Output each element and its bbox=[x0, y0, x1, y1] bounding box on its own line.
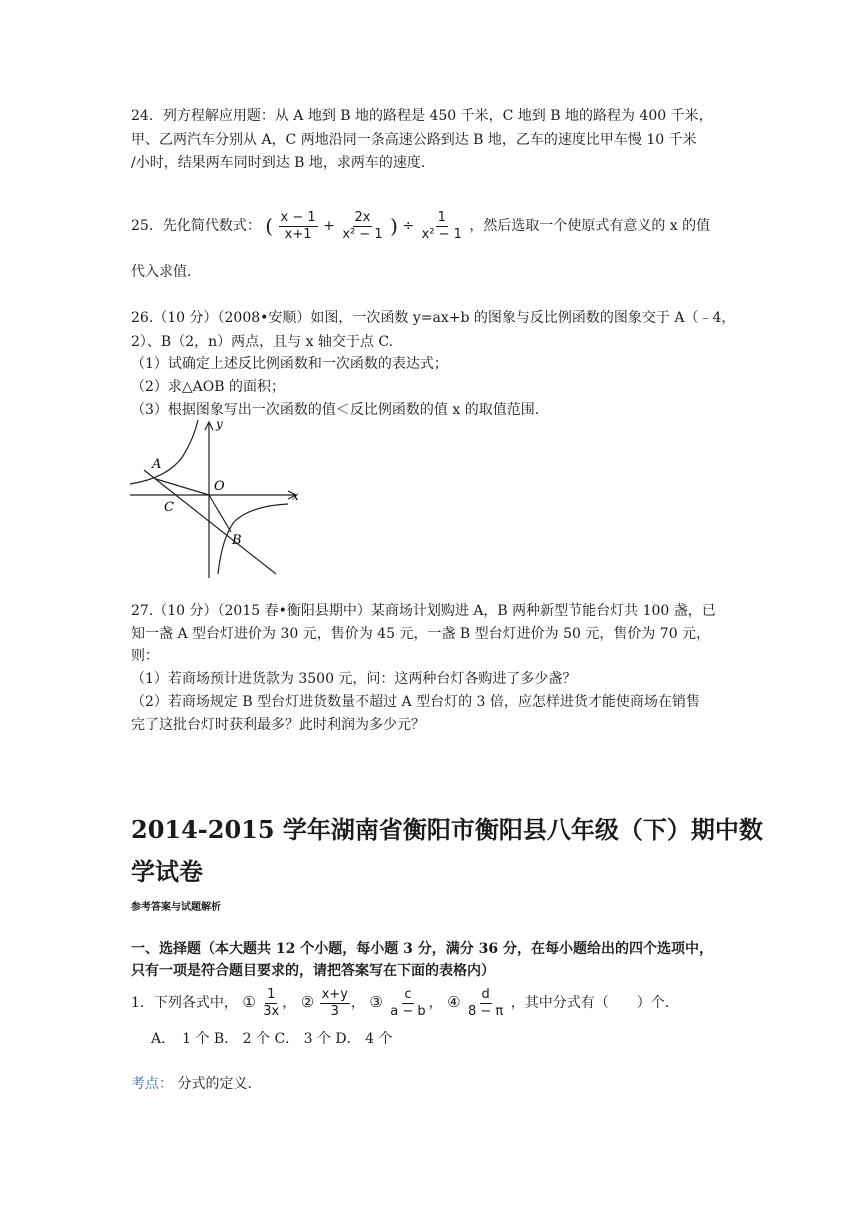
kaodian-row bbox=[131, 1074, 252, 1094]
q1-f4-numerator: d bbox=[481, 986, 490, 1002]
q26-sub3: （3）根据图象写出一次函数的值＜反比例函数的值 x 的取值范围. bbox=[131, 402, 540, 418]
q25-f2-numerator: 2x bbox=[354, 209, 371, 225]
q27-sub1: （1）若商场预计进货款为 3500 元，问：这两种台灯各购进了多少盏？ bbox=[131, 671, 577, 687]
q25-fraction-2 bbox=[340, 210, 384, 243]
q25-suffix: ，然后选取一个使原式有意义的 x 的值 bbox=[469, 218, 711, 234]
kaodian-text: 分式的定义. bbox=[177, 1076, 252, 1092]
q1-f3-numerator: c bbox=[404, 986, 412, 1002]
q1-expression bbox=[131, 982, 669, 1022]
q24-line3: /小时，结果两车同时到达 B 地，求两车的速度. bbox=[131, 155, 426, 171]
q27-line1: 27.（10 分）（2015 春•衡阳县期中）某商场计划购进 A，B 两种新型节能台灯共 100 盏，已 bbox=[131, 603, 716, 619]
circled-three: ③ bbox=[369, 993, 383, 1011]
circled-two: ② bbox=[300, 993, 315, 1011]
hyperbola-lower-right bbox=[218, 504, 288, 574]
q26-function-graph bbox=[128, 418, 308, 580]
label-b: B bbox=[232, 533, 242, 548]
circled-one: ① bbox=[242, 993, 256, 1011]
q26-line1: 26.（10 分）（2008•安顺）如图，一次函数 y=ax+b 的图象与反比例函数的图象交于 A（﹣4， bbox=[131, 310, 736, 326]
q1-prefix: 1．下列各式中， bbox=[131, 995, 238, 1011]
exam-title-line2: 学试卷 bbox=[131, 857, 203, 886]
label-x: x bbox=[292, 489, 299, 503]
label-a: A bbox=[152, 457, 162, 472]
q1-fraction-4 bbox=[466, 987, 505, 1020]
segment-oa bbox=[156, 479, 209, 495]
label-y: y bbox=[216, 418, 223, 431]
q25-prefix: 25．先化简代数式： bbox=[131, 218, 261, 234]
q27-sub3: 完了这批台灯时获利最多？此时利润为多少元？ bbox=[131, 717, 425, 733]
q1-sep-1: ， bbox=[282, 995, 297, 1011]
q27-line2: 知一盏 A 型台灯进价为 30 元，售价为 45 元，一盏 B 型台灯进价为 50 元，售价为 70 元， bbox=[131, 626, 711, 642]
q1-f1-denominator: 3x bbox=[263, 1003, 280, 1019]
q1-sep-2: ， bbox=[350, 995, 365, 1011]
label-c: C bbox=[164, 500, 174, 515]
q1-f4-denominator: 8 − π bbox=[468, 1003, 504, 1019]
label-o: O bbox=[214, 479, 225, 494]
q25-fraction-3 bbox=[420, 210, 464, 243]
q1-f2-numerator: x+y bbox=[321, 986, 348, 1002]
q27-sub2: （2）若商场规定 B 型台灯进货数量不超过 A 型台灯的 3 倍，应怎样进货才能使商场在销售 bbox=[131, 694, 700, 710]
q25-f1-denominator: x+1 bbox=[284, 226, 312, 242]
answer-subtitle: 参考答案与试题解析 bbox=[131, 902, 221, 913]
q1-fraction-1 bbox=[261, 987, 281, 1020]
q1-f3-denominator: a − b bbox=[390, 1003, 426, 1019]
section1-line1: 一、选择题（本大题共 12 个小题，每小题 3 分，满分 36 分，在每小题给出的四个选项中， bbox=[131, 941, 713, 957]
q25-f3-numerator: 1 bbox=[437, 209, 446, 225]
left-paren: ( bbox=[265, 214, 274, 238]
hyperbola-upper-left bbox=[130, 420, 198, 484]
kaodian-label: 考点： bbox=[131, 1076, 173, 1092]
section1-line2: 只有一项是符合题目要求的，请把答案写在下面的表格内） bbox=[131, 963, 495, 979]
q25-divide: ÷ bbox=[402, 218, 415, 234]
q1-fraction-3 bbox=[388, 987, 427, 1020]
q1-f2-denominator: 3 bbox=[330, 1003, 339, 1019]
q26-line2: 2）、B（2，n）两点，且与 x 轴交于点 C. bbox=[131, 334, 394, 350]
q1-options: A． 1 个 B． 2 个 C． 3 个 D． 4 个 bbox=[151, 1031, 393, 1047]
q1-f1-numerator: 1 bbox=[267, 986, 276, 1002]
linear-function-line bbox=[144, 470, 276, 574]
q25-f2-denominator: x² − 1 bbox=[342, 226, 383, 242]
q1-suffix: ，其中分式有（ ）个. bbox=[510, 995, 670, 1011]
q24-line1: 24．列方程解应用题：从 A 地到 B 地的路程是 450 千米，C 地到 B 地的路程为 400 千米， bbox=[131, 108, 713, 124]
q25-line2: 代入求值. bbox=[131, 264, 192, 280]
q25-plus: + bbox=[323, 218, 335, 234]
segment-ob bbox=[209, 495, 231, 532]
q1-sep-3: ， bbox=[428, 995, 443, 1011]
q25-f1-numerator: x − 1 bbox=[280, 209, 316, 225]
q26-sub1: （1）试确定上述反比例函数和一次函数的表达式； bbox=[131, 356, 448, 372]
q25-fraction-1 bbox=[279, 210, 318, 243]
q25-expression bbox=[131, 208, 710, 244]
q25-f3-denominator: x² − 1 bbox=[421, 226, 462, 242]
q27-line3: 则： bbox=[131, 648, 159, 664]
q24-line2: 甲、乙两汽车分别从 A，C 两地沿同一条高速公路到达 B 地，乙车的速度比甲车慢 10 千米 bbox=[131, 132, 697, 148]
exam-title-line1: 2014-2015 学年湖南省衡阳市衡阳县八年级（下）期中数 bbox=[131, 815, 763, 844]
q26-sub2: （2）求△AOB 的面积； bbox=[131, 379, 285, 395]
right-paren: ) bbox=[390, 214, 398, 238]
circled-four: ④ bbox=[447, 993, 461, 1011]
q1-fraction-2 bbox=[320, 987, 350, 1020]
